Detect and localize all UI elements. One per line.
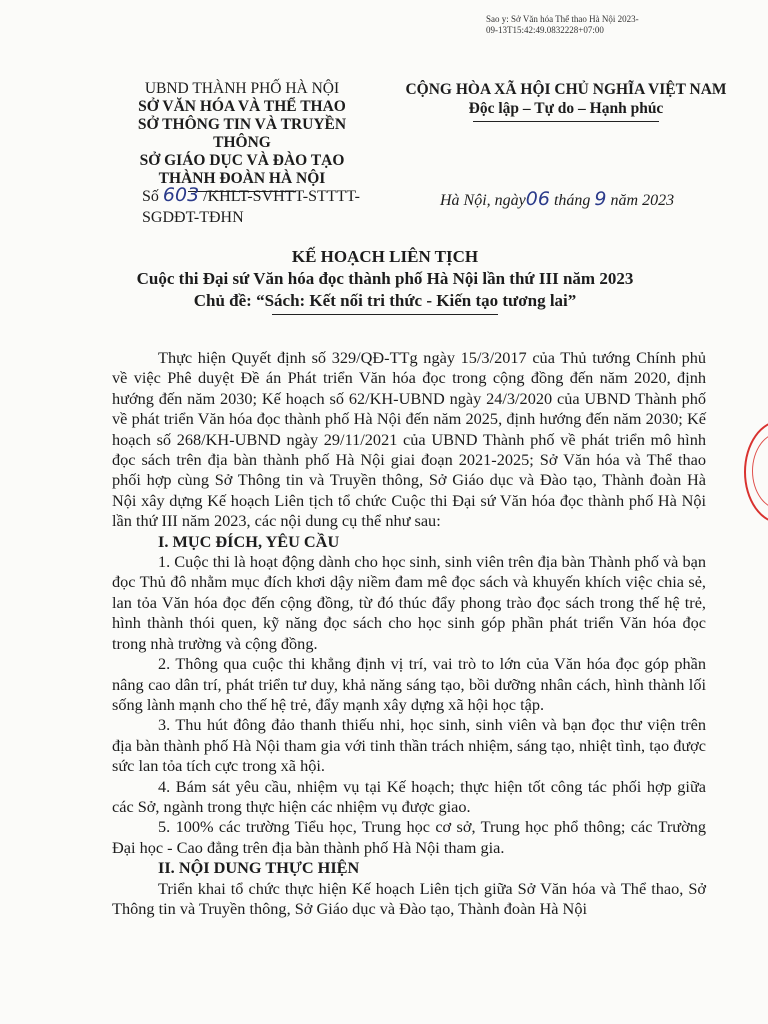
date-mid: tháng [549,192,595,209]
doc-number-prefix: Số [142,188,163,205]
title-subject: Cuộc thi Đại sứ Văn hóa đọc thành phố Hà Nội lần thứ III năm 2023 [136,269,634,288]
date-month: 9 [594,188,607,210]
date-prefix: Hà Nội, ngày [440,192,526,209]
purpose-item-4: 4. Bám sát yêu cầu, nhiệm vụ tại Kế hoạch; thực hiện tốt công tác phối hợp giữa các Sở, ngành trong thực hiện các nhiệm vụ được giao. [112,776,706,816]
header-divider-right [473,121,659,122]
document-number [142,185,360,228]
national-header [400,80,732,122]
section-heading-content: II. NỘI DUNG THỰC HIỆN [158,858,360,878]
agency-education-training: SỞ GIÁO DỤC VÀ ĐÀO TẠO [139,152,345,169]
purpose-item-5: 5. 100% các trường Tiểu học, Trung học cơ sở, Trung học phổ thông; các Trường Đại học - Cao đẳng trên địa bàn thành phố Hà Nội tham gia. [112,817,706,857]
title-divider [272,314,498,315]
copy-note-line2: 09-13T15:42:49.0832228+07:00 [486,25,604,35]
doc-number-code2: SGDĐT-TĐHN [142,209,244,226]
copy-note-line1: Sao y: Sở Văn hóa Thể thao Hà Nội 2023- [486,14,639,24]
agency-ubnd: UBND THÀNH PHỐ HÀ NỘI [144,80,340,97]
issuing-agencies-header [112,80,372,192]
doc-number-handwritten: 603 [162,184,200,206]
country-name: CỘNG HÒA XÃ HỘI CHỦ NGHĨA VIỆT NAM [405,81,727,98]
document-date [440,188,674,210]
copy-certification-note [486,14,686,36]
agency-culture-sports: SỞ VĂN HÓA VÀ THỂ THAO [138,98,346,115]
agency-information-communications: SỞ THÔNG TIN VÀ TRUYỀN THÔNG [137,116,347,151]
document-title [100,246,670,315]
date-suffix: năm 2023 [606,192,675,209]
title-main: KẾ HOẠCH LIÊN TỊCH [291,247,479,266]
date-day: 06 [525,188,550,210]
title-theme: Chủ đề: “Sách: Kết nối tri thức - Kiến tạo tương lai” [193,291,577,310]
intro-paragraph: Thực hiện Quyết định số 329/QĐ-TTg ngày 15/3/2017 của Thủ tướng Chính phủ về việc Phê duyệt Đề án Phát triển Văn hóa đọc trong cộng đồng đến năm 2020, định hướng đến năm 2030; Kế hoạch số 62/KH-UBND ngày 24/3/2020 của UBND Thành phố về phát triển Văn hóa đọc thành phố Hà Nội đến năm 2025, định hướng đến năm 2030; Kế hoạch số 268/KH-UBND ngày 29/11/2021 của UBND Thành phố về phát triển mô hình đọc sách trên địa bàn thành phố Hà Nội giai đoạn 2021-2025; Sở Văn hóa và Thể thao phối hợp cùng Sở Thông tin và Truyền thông, Sở Giáo dục và Đào tạo, Thành đoàn Hà Nội xây dựng Kế hoạch Liên tịch tổ chức Cuộc thi Đại sứ Văn hóa đọc thành phố Hà Nội lần thứ III năm 2023, các nội dung cụ thể như sau: [112,348,706,531]
agency-youth-union: THÀNH ĐOÀN HÀ NỘI [158,170,326,187]
document-body [112,348,706,919]
purpose-item-3: 3. Thu hút đông đảo thanh thiếu nhi, học sinh, sinh viên và bạn đọc thư viện trên địa bàn thành phố Hà Nội tham gia với tinh thần trách nhiệm, sáng tạo, nhiệt tình, tạo được sức lan tỏa tích cực trong xã hội. [112,715,706,776]
section-heading-purpose: I. MỤC ĐÍCH, YÊU CẦU [158,531,340,551]
purpose-item-1: 1. Cuộc thi là hoạt động dành cho học sinh, sinh viên trên địa bàn Thành phố và bạn đọc Thủ đô nhằm mục đích khơi dậy niềm đam mê đọc sách và khuyến khích việc chia sẻ, lan tỏa Văn hóa đọc đến cộng đồng, từ đó thúc đẩy phong trào đọc sách trong thế hệ trẻ, hình thành thói quen, kỹ năng đọc sách cho học sinh góp phần phát triển Văn hóa đọc trong nhà trường và cộng đồng. [112,552,706,653]
national-motto: Độc lập – Tự do – Hạnh phúc [468,100,664,117]
doc-number-code1: /KHLT-SVHTT-STTTT- [199,188,360,205]
purpose-item-2: 2. Thông qua cuộc thi khẳng định vị trí, vai trò to lớn của Văn hóa đọc góp phần nâng cao dân trí, phát triển tư duy, khả năng sáng tạo, bồi dưỡng nhân cách, hình thành lối sống lành mạnh cho thế hệ trẻ, đẩy mạnh xây dựng xã hội học tập. [112,654,706,714]
content-paragraph: Triển khai tổ chức thực hiện Kế hoạch Liên tịch giữa Sở Văn hóa và Thể thao, Sở Thông tin và Truyền thông, Sở Giáo dục và Đào tạo, Thành đoàn Hà Nội [112,878,706,918]
